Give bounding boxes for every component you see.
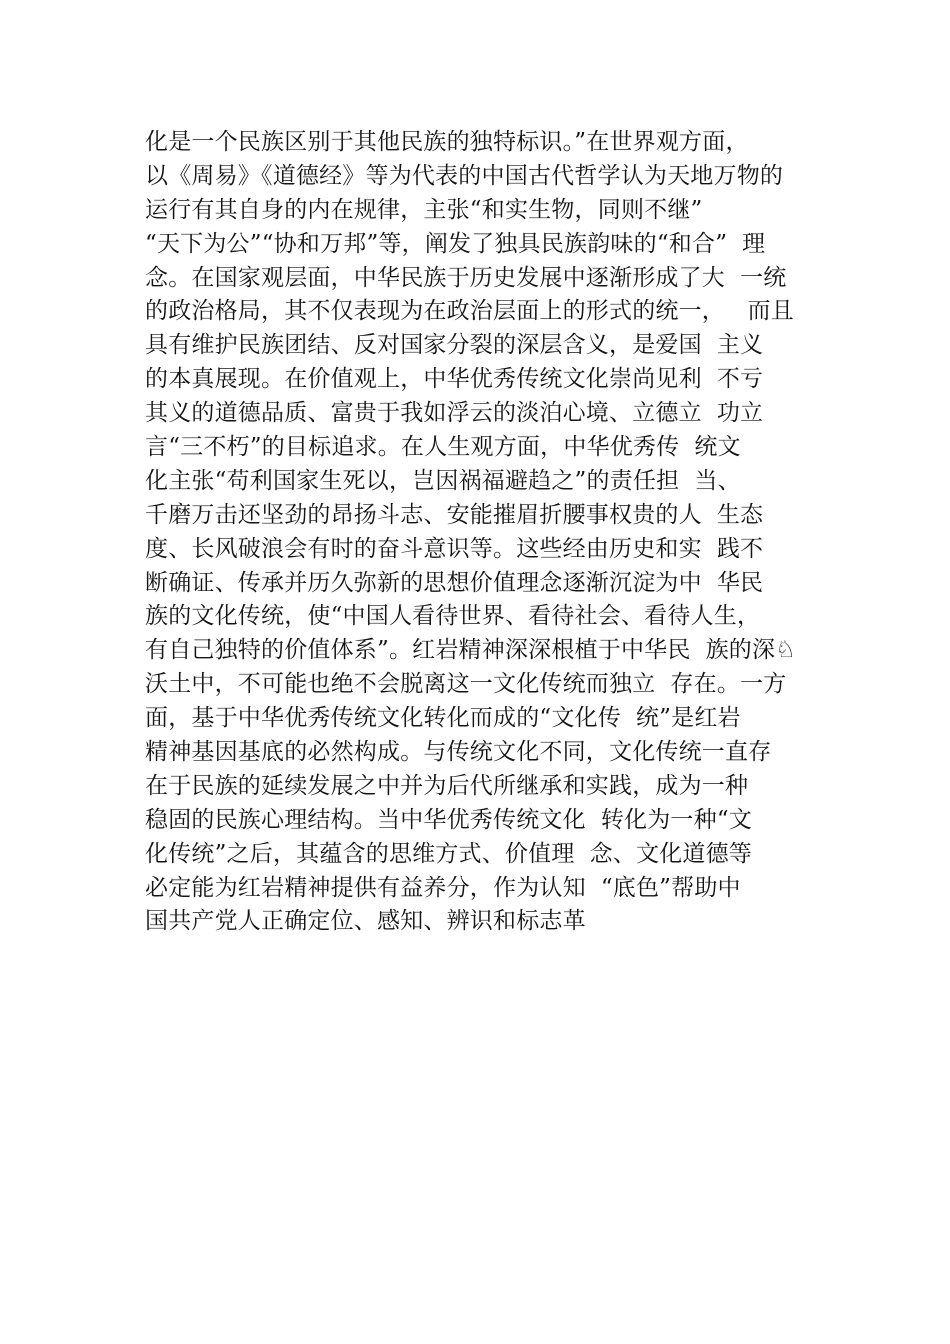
text-line: 精神基因基底的必然构成。与传统文化不同，文化传统一直存	[145, 739, 772, 766]
text-line: 国共产党人正确定位、感知、辨识和标志革	[145, 908, 586, 935]
text-line: 具有维护民族团结、反对国家分裂的深层含义，是爱国 主义	[145, 332, 764, 359]
text-line: 在于民族的延续发展之中并为后代所继承和实践，成为一种	[145, 772, 749, 799]
text-line: 稳固的民族心理结构。当中华优秀传统文化 转化为一种“文	[145, 806, 752, 833]
text-line: 念。在国家观层面，中华民族于历史发展中逐渐形成了大 一统	[145, 264, 787, 291]
text-line: 有自己独特的价值体系”。红岩精神深深根植于中华民 族的深♘	[145, 637, 796, 664]
text-line: 断确证、传承并历久弥新的思想价值理念逐渐沉淀为中 华民	[145, 569, 764, 596]
text-line: 的政治格局，其不仅表现为在政治层面上的形式的统一， 而且	[145, 298, 794, 325]
text-line: 度、长风破浪会有时的奋斗意识等。这些经由历史和实 践不	[145, 535, 764, 562]
text-line: 以《周易》《道德经》等为代表的中国古代哲学认为天地万物的	[145, 162, 784, 189]
body-text	[145, 126, 845, 939]
text-line: 的本真展现。在价值观上，中华优秀传统文化崇尚见利 不亏	[145, 366, 764, 393]
text-line: 面，基于中华优秀传统文化转化而成的“文化传 统”是红岩	[145, 705, 741, 732]
text-line: 化传统”之后，其蕴含的思维方式、价值理 念、文化道德等	[145, 840, 752, 867]
text-line: 言“三不朽”的目标追求。在人生观方面，中华优秀传 统文	[145, 434, 741, 461]
text-line: “天下为公”“协和万邦”等，阐发了独具民族韵味的“和合” 理	[145, 230, 766, 257]
text-line: 化主张“苟利国家生死以，岂因祸福避趋之”的责任担 当、	[145, 467, 741, 494]
text-line: 运行有其自身的内在规律，主张“和实生物，同则不继”	[145, 196, 703, 223]
text-line: 化是一个民族区别于其他民族的独特标识。”在世界观方面，	[145, 129, 749, 155]
text-line: 其义的道德品质、富贵于我如浮云的淡泊心境、立德立 功立	[145, 400, 764, 427]
text-line: 族的文化传统，使“中国人看待世界、看待社会、看待人生，	[145, 603, 761, 630]
text-line: 沃土中，不可能也绝不会脱离这一文化传统而独立 存在。一方	[145, 671, 787, 698]
text-line: 必定能为红岩精神提供有益养分，作为认知 “底色”帮助中	[145, 874, 741, 901]
text-line: 千磨万击还坚劲的昂扬斗志、安能摧眉折腰事权贵的人 生态	[145, 501, 764, 528]
